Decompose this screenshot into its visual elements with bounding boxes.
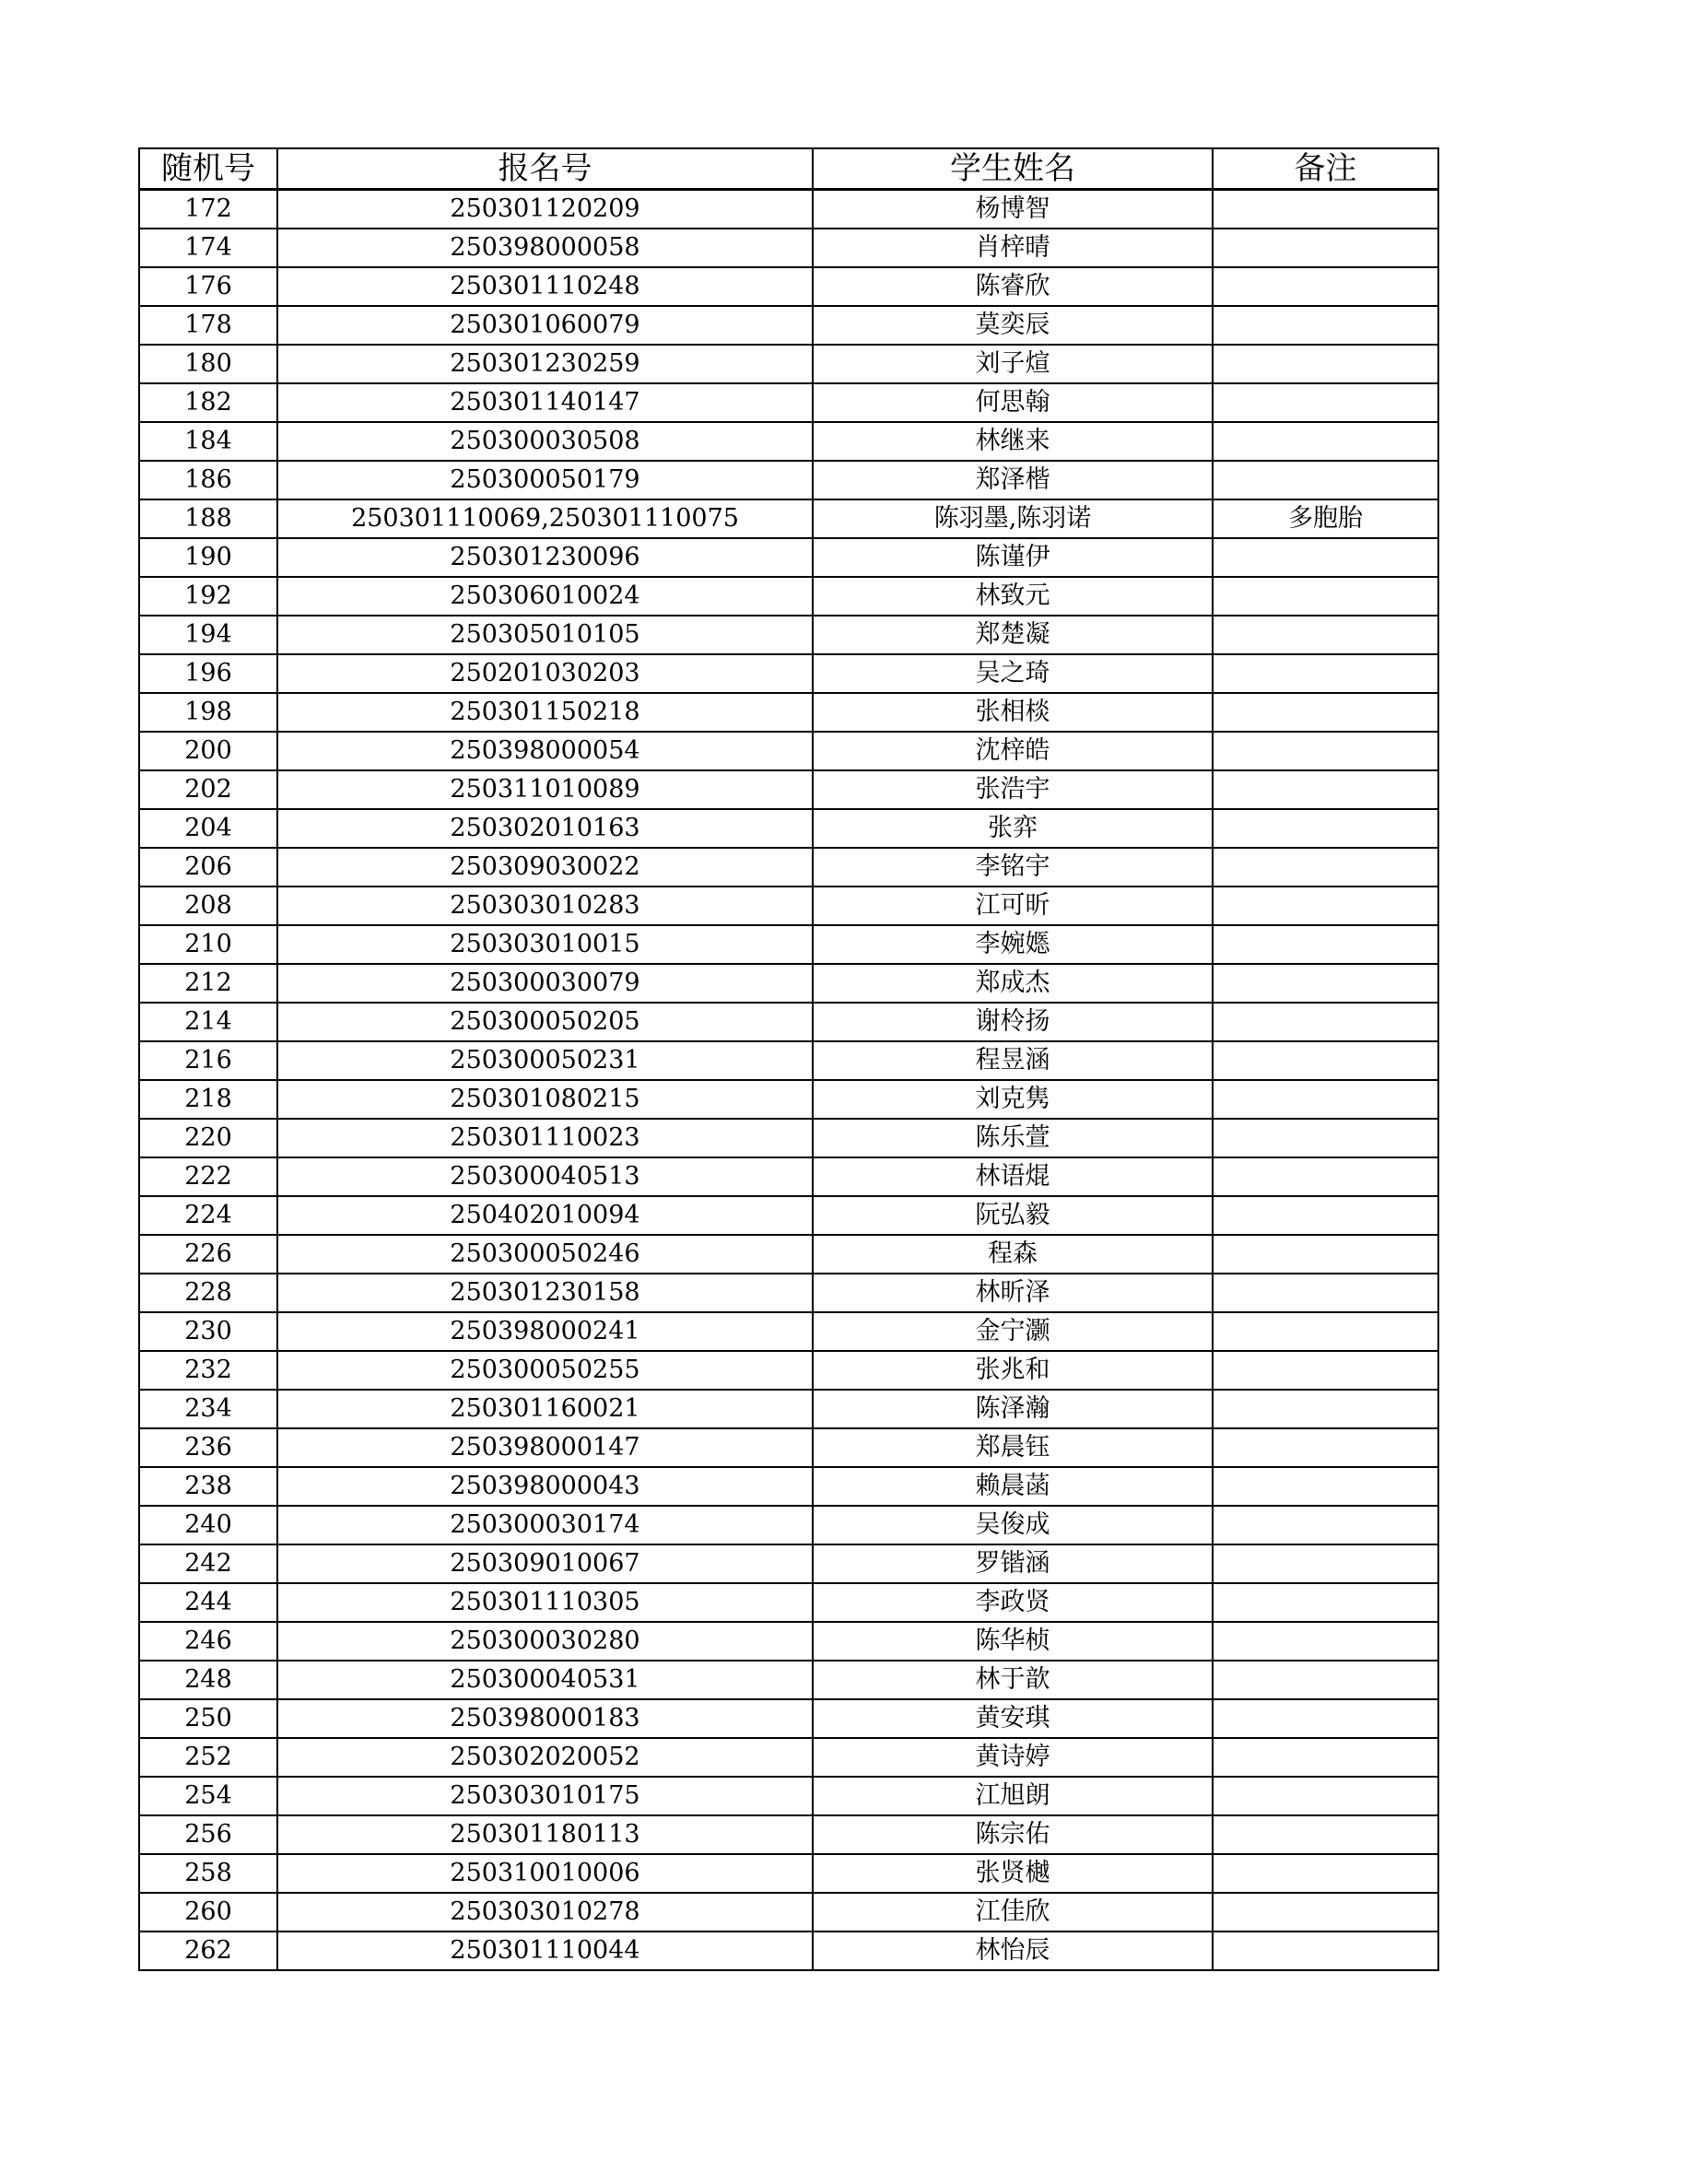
cell-random-number: 236 xyxy=(139,1428,277,1467)
table-row xyxy=(139,190,1438,229)
cell-remarks xyxy=(1213,732,1438,770)
cell-student-name: 谢柃扬 xyxy=(813,1003,1213,1041)
cell-registration-number: 250300050231 xyxy=(277,1041,813,1080)
table-row xyxy=(139,306,1438,345)
cell-registration-number: 250300040513 xyxy=(277,1157,813,1196)
cell-random-number: 206 xyxy=(139,848,277,887)
cell-registration-number: 250398000241 xyxy=(277,1312,813,1351)
cell-student-name: 郑泽楷 xyxy=(813,461,1213,499)
table-row xyxy=(139,693,1438,732)
cell-registration-number: 250398000043 xyxy=(277,1467,813,1506)
table-row xyxy=(139,1622,1438,1661)
cell-registration-number: 250302020052 xyxy=(277,1738,813,1777)
table-row xyxy=(139,1777,1438,1815)
cell-registration-number: 250201030203 xyxy=(277,654,813,693)
cell-random-number: 180 xyxy=(139,345,277,383)
cell-registration-number: 250301230158 xyxy=(277,1274,813,1312)
cell-random-number: 240 xyxy=(139,1506,277,1544)
cell-remarks xyxy=(1213,383,1438,422)
cell-remarks xyxy=(1213,770,1438,809)
cell-remarks xyxy=(1213,306,1438,345)
cell-remarks xyxy=(1213,809,1438,848)
cell-student-name: 沈梓皓 xyxy=(813,732,1213,770)
cell-random-number: 204 xyxy=(139,809,277,848)
cell-random-number: 210 xyxy=(139,925,277,964)
cell-registration-number: 250301110305 xyxy=(277,1583,813,1622)
cell-student-name: 郑楚凝 xyxy=(813,616,1213,654)
cell-student-name: 何思翰 xyxy=(813,383,1213,422)
table-row xyxy=(139,1815,1438,1854)
cell-registration-number: 250301110069,250301110075 xyxy=(277,499,813,538)
cell-random-number: 194 xyxy=(139,616,277,654)
cell-random-number: 232 xyxy=(139,1351,277,1390)
cell-random-number: 178 xyxy=(139,306,277,345)
cell-student-name: 林语焜 xyxy=(813,1157,1213,1196)
cell-random-number: 172 xyxy=(139,190,277,229)
table-row xyxy=(139,732,1438,770)
table-row xyxy=(139,1932,1438,1970)
cell-student-name: 莫奕辰 xyxy=(813,306,1213,345)
cell-random-number: 224 xyxy=(139,1196,277,1235)
cell-student-name: 吴之琦 xyxy=(813,654,1213,693)
table-row xyxy=(139,887,1438,925)
cell-student-name: 张弈 xyxy=(813,809,1213,848)
cell-registration-number: 250301110248 xyxy=(277,267,813,306)
cell-student-name: 程昱涵 xyxy=(813,1041,1213,1080)
cell-student-name: 陈睿欣 xyxy=(813,267,1213,306)
table-row xyxy=(139,1196,1438,1235)
cell-random-number: 246 xyxy=(139,1622,277,1661)
cell-random-number: 208 xyxy=(139,887,277,925)
cell-student-name: 林致元 xyxy=(813,577,1213,616)
table-row xyxy=(139,577,1438,616)
header-registration-number: 报名号 xyxy=(277,148,813,190)
table-row xyxy=(139,1041,1438,1080)
cell-remarks xyxy=(1213,925,1438,964)
cell-remarks xyxy=(1213,1622,1438,1661)
header-student-name: 学生姓名 xyxy=(813,148,1213,190)
cell-remarks xyxy=(1213,693,1438,732)
cell-random-number: 260 xyxy=(139,1893,277,1932)
table-row xyxy=(139,1854,1438,1893)
cell-random-number: 234 xyxy=(139,1390,277,1428)
cell-remarks xyxy=(1213,1467,1438,1506)
cell-student-name: 刘克隽 xyxy=(813,1080,1213,1119)
table-row xyxy=(139,925,1438,964)
cell-registration-number: 250309010067 xyxy=(277,1544,813,1583)
cell-remarks xyxy=(1213,1932,1438,1970)
cell-random-number: 252 xyxy=(139,1738,277,1777)
cell-random-number: 250 xyxy=(139,1699,277,1738)
cell-registration-number: 250300050255 xyxy=(277,1351,813,1390)
cell-remarks xyxy=(1213,1235,1438,1274)
cell-remarks xyxy=(1213,1777,1438,1815)
cell-student-name: 李铭宇 xyxy=(813,848,1213,887)
table-row xyxy=(139,1312,1438,1351)
cell-remarks xyxy=(1213,345,1438,383)
table-row xyxy=(139,1583,1438,1622)
cell-student-name: 赖晨菡 xyxy=(813,1467,1213,1506)
table-row xyxy=(139,964,1438,1003)
cell-student-name: 陈泽瀚 xyxy=(813,1390,1213,1428)
cell-remarks xyxy=(1213,1003,1438,1041)
cell-random-number: 218 xyxy=(139,1080,277,1119)
cell-student-name: 陈华桢 xyxy=(813,1622,1213,1661)
cell-registration-number: 250398000058 xyxy=(277,229,813,267)
cell-registration-number: 250306010024 xyxy=(277,577,813,616)
cell-random-number: 192 xyxy=(139,577,277,616)
cell-remarks xyxy=(1213,1119,1438,1157)
cell-registration-number: 250303010175 xyxy=(277,1777,813,1815)
cell-random-number: 222 xyxy=(139,1157,277,1196)
table-row xyxy=(139,538,1438,577)
lottery-result-table xyxy=(138,147,1439,1971)
header-remarks: 备注 xyxy=(1213,148,1438,190)
table-row xyxy=(139,848,1438,887)
cell-remarks xyxy=(1213,1661,1438,1699)
cell-student-name: 张浩宇 xyxy=(813,770,1213,809)
table-row xyxy=(139,770,1438,809)
cell-student-name: 林昕泽 xyxy=(813,1274,1213,1312)
cell-remarks xyxy=(1213,1428,1438,1467)
cell-remarks xyxy=(1213,1583,1438,1622)
cell-random-number: 182 xyxy=(139,383,277,422)
cell-random-number: 216 xyxy=(139,1041,277,1080)
table-row xyxy=(139,1080,1438,1119)
cell-student-name: 阮弘毅 xyxy=(813,1196,1213,1235)
cell-registration-number: 250303010278 xyxy=(277,1893,813,1932)
cell-random-number: 258 xyxy=(139,1854,277,1893)
table-row xyxy=(139,383,1438,422)
cell-registration-number: 250300030079 xyxy=(277,964,813,1003)
cell-student-name: 林于歆 xyxy=(813,1661,1213,1699)
cell-remarks xyxy=(1213,422,1438,461)
table-row xyxy=(139,1119,1438,1157)
table-row xyxy=(139,1157,1438,1196)
cell-remarks xyxy=(1213,964,1438,1003)
cell-student-name: 张贤樾 xyxy=(813,1854,1213,1893)
cell-registration-number: 250302010163 xyxy=(277,809,813,848)
cell-registration-number: 250303010283 xyxy=(277,887,813,925)
cell-student-name: 金宁灏 xyxy=(813,1312,1213,1351)
cell-registration-number: 250301110023 xyxy=(277,1119,813,1157)
cell-random-number: 200 xyxy=(139,732,277,770)
cell-remarks xyxy=(1213,1041,1438,1080)
cell-registration-number: 250301160021 xyxy=(277,1390,813,1428)
cell-registration-number: 250402010094 xyxy=(277,1196,813,1235)
cell-random-number: 212 xyxy=(139,964,277,1003)
header-random-number: 随机号 xyxy=(139,148,277,190)
cell-remarks xyxy=(1213,1893,1438,1932)
cell-student-name: 黄诗婷 xyxy=(813,1738,1213,1777)
cell-registration-number: 250398000183 xyxy=(277,1699,813,1738)
cell-random-number: 214 xyxy=(139,1003,277,1041)
table-row xyxy=(139,1738,1438,1777)
cell-remarks xyxy=(1213,538,1438,577)
cell-registration-number: 250301230096 xyxy=(277,538,813,577)
cell-student-name: 江可昕 xyxy=(813,887,1213,925)
cell-registration-number: 250311010089 xyxy=(277,770,813,809)
cell-remarks: 多胞胎 xyxy=(1213,499,1438,538)
cell-remarks xyxy=(1213,577,1438,616)
table-row xyxy=(139,616,1438,654)
table-row xyxy=(139,461,1438,499)
cell-student-name: 张相棪 xyxy=(813,693,1213,732)
cell-registration-number: 250300050246 xyxy=(277,1235,813,1274)
cell-student-name: 肖梓晴 xyxy=(813,229,1213,267)
cell-remarks xyxy=(1213,229,1438,267)
cell-registration-number: 250301110044 xyxy=(277,1932,813,1970)
cell-random-number: 174 xyxy=(139,229,277,267)
cell-student-name: 林怡辰 xyxy=(813,1932,1213,1970)
cell-random-number: 228 xyxy=(139,1274,277,1312)
cell-registration-number: 250301230259 xyxy=(277,345,813,383)
cell-random-number: 238 xyxy=(139,1467,277,1506)
cell-student-name: 陈乐萱 xyxy=(813,1119,1213,1157)
table-row xyxy=(139,1544,1438,1583)
cell-student-name: 吴俊成 xyxy=(813,1506,1213,1544)
cell-registration-number: 250301060079 xyxy=(277,306,813,345)
cell-registration-number: 250301120209 xyxy=(277,190,813,229)
cell-random-number: 196 xyxy=(139,654,277,693)
cell-remarks xyxy=(1213,267,1438,306)
cell-remarks xyxy=(1213,848,1438,887)
cell-remarks xyxy=(1213,616,1438,654)
cell-random-number: 226 xyxy=(139,1235,277,1274)
cell-student-name: 张兆和 xyxy=(813,1351,1213,1390)
cell-student-name: 江佳欣 xyxy=(813,1893,1213,1932)
cell-student-name: 陈宗佑 xyxy=(813,1815,1213,1854)
cell-student-name: 杨博智 xyxy=(813,190,1213,229)
cell-student-name: 李婉嫕 xyxy=(813,925,1213,964)
cell-registration-number: 250301080215 xyxy=(277,1080,813,1119)
table-row xyxy=(139,654,1438,693)
cell-registration-number: 250305010105 xyxy=(277,616,813,654)
cell-remarks xyxy=(1213,190,1438,229)
table-row xyxy=(139,1235,1438,1274)
table-row xyxy=(139,1351,1438,1390)
table-row xyxy=(139,229,1438,267)
cell-random-number: 190 xyxy=(139,538,277,577)
cell-student-name: 郑晨钰 xyxy=(813,1428,1213,1467)
cell-remarks xyxy=(1213,1351,1438,1390)
table-row xyxy=(139,345,1438,383)
cell-student-name: 黄安琪 xyxy=(813,1699,1213,1738)
table-row xyxy=(139,1893,1438,1932)
cell-random-number: 186 xyxy=(139,461,277,499)
cell-remarks xyxy=(1213,1854,1438,1893)
cell-random-number: 198 xyxy=(139,693,277,732)
header-row xyxy=(139,148,1438,190)
cell-remarks xyxy=(1213,1312,1438,1351)
cell-registration-number: 250309030022 xyxy=(277,848,813,887)
cell-remarks xyxy=(1213,1544,1438,1583)
table-row xyxy=(139,1428,1438,1467)
table-row xyxy=(139,1003,1438,1041)
cell-student-name: 陈谨伊 xyxy=(813,538,1213,577)
cell-student-name: 陈羽墨,陈羽诺 xyxy=(813,499,1213,538)
cell-student-name: 林继来 xyxy=(813,422,1213,461)
cell-registration-number: 250300040531 xyxy=(277,1661,813,1699)
cell-random-number: 256 xyxy=(139,1815,277,1854)
table-row xyxy=(139,499,1438,538)
cell-registration-number: 250300030508 xyxy=(277,422,813,461)
table-row xyxy=(139,1506,1438,1544)
table-row xyxy=(139,1390,1438,1428)
cell-random-number: 188 xyxy=(139,499,277,538)
cell-remarks xyxy=(1213,1080,1438,1119)
cell-random-number: 220 xyxy=(139,1119,277,1157)
table-row xyxy=(139,1661,1438,1699)
cell-student-name: 程森 xyxy=(813,1235,1213,1274)
cell-student-name: 罗锴涵 xyxy=(813,1544,1213,1583)
cell-registration-number: 250398000054 xyxy=(277,732,813,770)
cell-registration-number: 250300030280 xyxy=(277,1622,813,1661)
cell-registration-number: 250301150218 xyxy=(277,693,813,732)
cell-remarks xyxy=(1213,1815,1438,1854)
cell-random-number: 230 xyxy=(139,1312,277,1351)
table-row xyxy=(139,1274,1438,1312)
cell-remarks xyxy=(1213,1699,1438,1738)
cell-registration-number: 250303010015 xyxy=(277,925,813,964)
cell-registration-number: 250301140147 xyxy=(277,383,813,422)
cell-random-number: 262 xyxy=(139,1932,277,1970)
cell-remarks xyxy=(1213,654,1438,693)
cell-remarks xyxy=(1213,1157,1438,1196)
cell-registration-number: 250310010006 xyxy=(277,1854,813,1893)
cell-random-number: 176 xyxy=(139,267,277,306)
table-row xyxy=(139,809,1438,848)
table-row xyxy=(139,422,1438,461)
cell-remarks xyxy=(1213,1738,1438,1777)
table-row xyxy=(139,267,1438,306)
cell-registration-number: 250300030174 xyxy=(277,1506,813,1544)
cell-remarks xyxy=(1213,461,1438,499)
cell-random-number: 242 xyxy=(139,1544,277,1583)
cell-student-name: 李政贤 xyxy=(813,1583,1213,1622)
cell-random-number: 254 xyxy=(139,1777,277,1815)
table-row xyxy=(139,1467,1438,1506)
cell-registration-number: 250300050205 xyxy=(277,1003,813,1041)
cell-remarks xyxy=(1213,1390,1438,1428)
cell-remarks xyxy=(1213,887,1438,925)
cell-student-name: 江旭朗 xyxy=(813,1777,1213,1815)
cell-registration-number: 250300050179 xyxy=(277,461,813,499)
cell-remarks xyxy=(1213,1506,1438,1544)
table-row xyxy=(139,1699,1438,1738)
cell-remarks xyxy=(1213,1196,1438,1235)
cell-remarks xyxy=(1213,1274,1438,1312)
cell-registration-number: 250398000147 xyxy=(277,1428,813,1467)
cell-registration-number: 250301180113 xyxy=(277,1815,813,1854)
cell-random-number: 244 xyxy=(139,1583,277,1622)
cell-student-name: 郑成杰 xyxy=(813,964,1213,1003)
cell-student-name: 刘子煊 xyxy=(813,345,1213,383)
cell-random-number: 202 xyxy=(139,770,277,809)
cell-random-number: 184 xyxy=(139,422,277,461)
cell-random-number: 248 xyxy=(139,1661,277,1699)
